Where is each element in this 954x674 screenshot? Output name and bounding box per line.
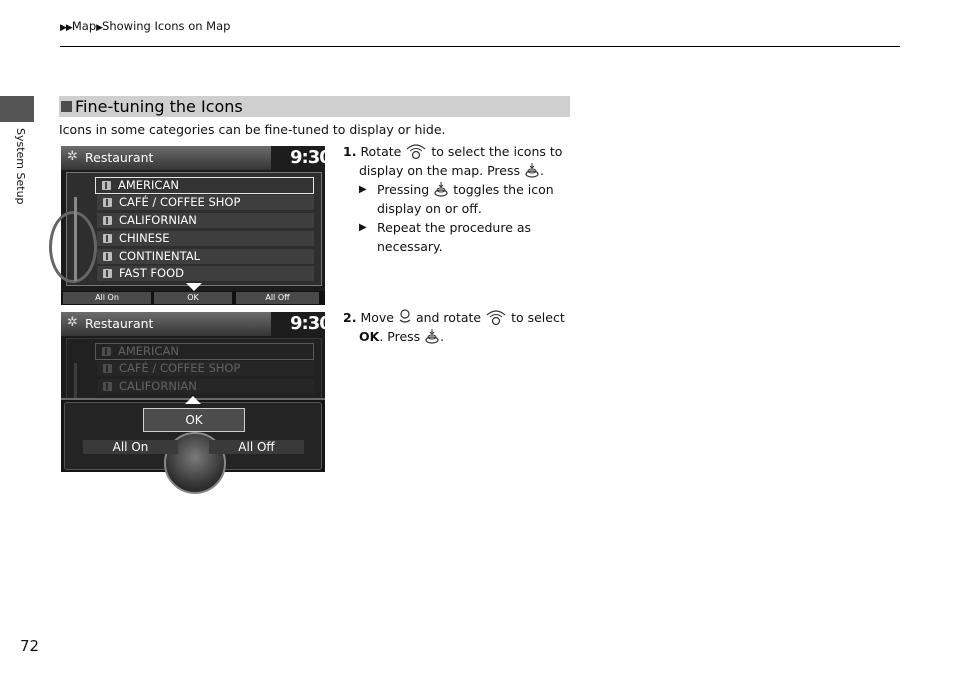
restaurant-icon: [103, 382, 112, 391]
list-item-label: CALIFORNIAN: [119, 213, 197, 227]
triangle-right-icon: ▶: [96, 23, 103, 33]
press-knob-icon: [424, 328, 440, 344]
step-1: [343, 142, 562, 256]
list-item-label: AMERICAN: [118, 344, 179, 358]
list-item[interactable]: [97, 266, 314, 281]
scrollbar[interactable]: [74, 197, 77, 281]
section-title: Fine-tuning the Icons: [75, 97, 243, 116]
square-bullet-icon: [61, 101, 72, 112]
gear-icon: ✲: [67, 149, 78, 164]
all-off-button[interactable]: All Off: [209, 440, 304, 454]
list-item-label: CALIFORNIAN: [119, 379, 197, 393]
bottom-button-bar: [61, 291, 325, 305]
list-item[interactable]: [97, 195, 314, 210]
intro-text: Icons in some categories can be fine-tuned to display or hide.: [59, 122, 446, 137]
list-item-label: CONTINENTAL: [119, 249, 200, 263]
list-item: [97, 361, 314, 376]
rotate-knob-icon: [405, 143, 427, 159]
ok-button[interactable]: OK: [154, 292, 232, 304]
restaurant-icon: [103, 269, 112, 278]
press-knob-icon: [433, 181, 449, 197]
step-number: 1.: [343, 144, 357, 159]
step-text: .: [540, 163, 544, 178]
clock: 9:30: [290, 147, 331, 168]
restaurant-icon: [103, 216, 112, 225]
scroll-up-icon: [185, 396, 201, 404]
list-item-label: CAFÉ / COFFEE SHOP: [119, 361, 241, 375]
step-text: Repeat the procedure as: [377, 220, 532, 235]
triangle-right-icon: ▶: [359, 222, 367, 233]
screen-restaurant-ok: [61, 312, 331, 470]
all-on-button[interactable]: All On: [63, 292, 151, 304]
list-item[interactable]: [97, 249, 314, 264]
list-item[interactable]: [97, 213, 314, 228]
knob-arc: [49, 211, 97, 283]
move-knob-icon: [398, 308, 412, 325]
screen-restaurant-list: [61, 146, 331, 305]
scrollbar: [74, 363, 77, 403]
chapter-label: System Setup: [14, 128, 27, 205]
ok-button[interactable]: OK: [143, 408, 245, 432]
step-text: to select: [511, 310, 565, 325]
header-rule: [60, 46, 900, 47]
list-item-label: CHINESE: [119, 231, 170, 245]
screen-title: Restaurant: [85, 316, 154, 331]
all-off-button[interactable]: All Off: [236, 292, 319, 304]
step-text: necessary.: [377, 239, 443, 254]
section-heading: [59, 96, 570, 117]
page-number: 72: [20, 637, 40, 655]
step-text: Move: [360, 310, 394, 325]
breadcrumb-map[interactable]: Map: [71, 19, 97, 33]
step-text: display on or off.: [377, 201, 482, 216]
restaurant-icon: [102, 181, 111, 190]
scroll-down-icon: [186, 283, 202, 291]
chapter-tab: [0, 96, 34, 122]
step-text: display on the map. Press: [359, 163, 521, 178]
step-text: to select the icons to: [431, 144, 563, 159]
breadcrumb: [60, 19, 230, 33]
step-number: 2.: [343, 310, 357, 325]
list-item-label: CAFÉ / COFFEE SHOP: [119, 195, 241, 209]
list-item[interactable]: [95, 177, 314, 194]
triangle-right-icon: ▶: [359, 184, 367, 195]
step-text: Pressing: [377, 182, 430, 197]
press-knob-icon: [524, 162, 540, 178]
breadcrumb-showing-icons[interactable]: Showing Icons on Map: [102, 19, 231, 33]
list-item-label: AMERICAN: [118, 178, 179, 192]
step-text: Rotate: [360, 144, 402, 159]
restaurant-icon: [103, 364, 112, 373]
step-text: . Press: [379, 329, 421, 344]
step-text: .: [440, 329, 445, 344]
restaurant-icon: [102, 347, 111, 356]
screen-title: Restaurant: [85, 150, 154, 165]
list-panel: [66, 172, 322, 286]
restaurant-icon: [103, 198, 112, 207]
list-item[interactable]: [97, 231, 314, 246]
step-text: toggles the icon: [453, 182, 554, 197]
list-item: [97, 379, 314, 394]
clock: 9:30: [290, 313, 331, 334]
triangle-right-icon: ▶▶: [60, 23, 72, 33]
all-on-button[interactable]: All On: [83, 440, 178, 454]
list-item: [95, 343, 314, 360]
gear-icon: ✲: [67, 315, 78, 330]
rotate-knob-icon: [485, 309, 507, 325]
step-text: and rotate: [415, 310, 482, 325]
step-2: [343, 308, 565, 346]
restaurant-icon: [103, 252, 112, 261]
restaurant-icon: [103, 234, 112, 243]
ok-label: OK: [359, 329, 380, 344]
list-item-label: FAST FOOD: [119, 266, 184, 280]
